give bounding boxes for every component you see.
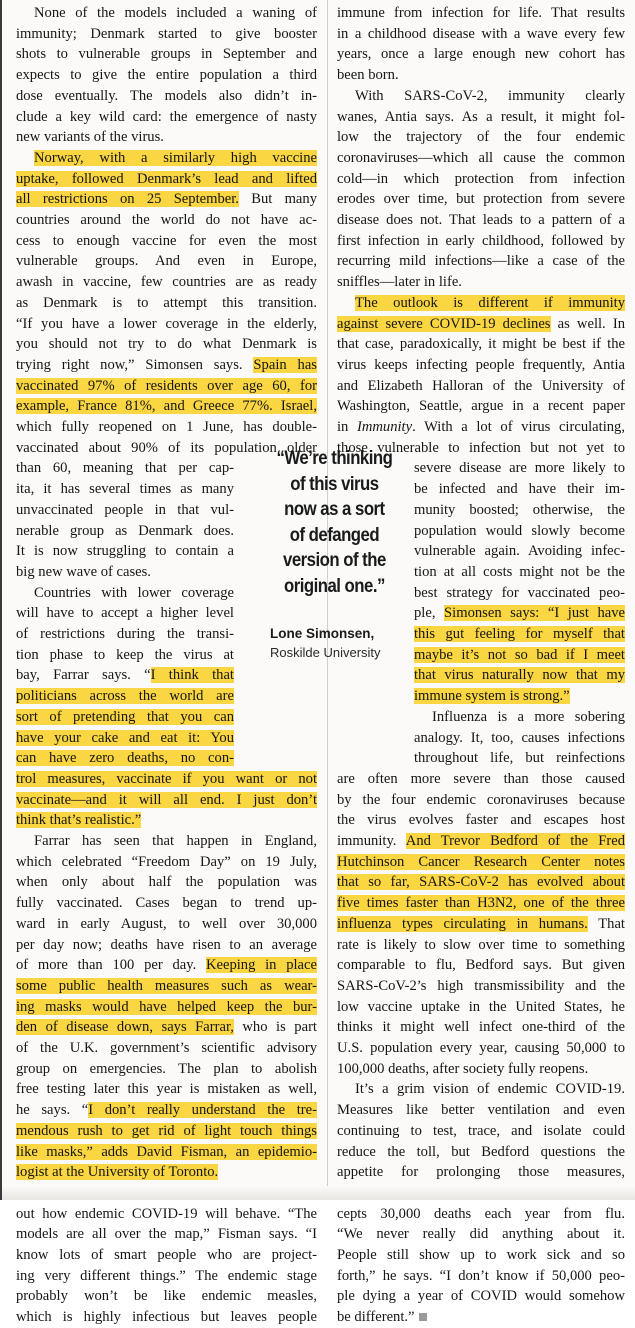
text-run: in a childhood disease with a wave every few xyxy=(337,25,625,42)
text-run: SARS-CoV-2’s high transmissibility and the xyxy=(337,977,625,994)
text-run: be different.” xyxy=(337,1309,415,1326)
pull-quote-line: of this virus xyxy=(290,472,379,495)
right-text-line xyxy=(337,1121,625,1142)
text-run: free testing later this year is mistaken as well, xyxy=(16,1081,317,1098)
left-text-line xyxy=(16,334,317,355)
right-text-line xyxy=(414,583,625,604)
left-text-line xyxy=(16,314,317,335)
highlighted-text: I don’t really understand the tre- xyxy=(88,1102,317,1119)
text-run: in xyxy=(337,419,357,435)
right-text-line xyxy=(337,24,625,45)
highlighted-text: logist at the University of Toronto. xyxy=(16,1164,219,1181)
text-run: bay, Farrar says. “ xyxy=(16,667,151,684)
text-run: That xyxy=(587,915,625,932)
right-text-line xyxy=(337,417,625,438)
right-text-line xyxy=(337,169,625,190)
highlighted-text: Spain has xyxy=(253,356,317,373)
right-text-line xyxy=(414,479,625,500)
text-run: shots to vulnerable groups in September and xyxy=(16,46,317,63)
text-run: years, once a large enough new cohort has xyxy=(337,46,625,63)
left-text-line xyxy=(16,1286,317,1307)
highlighted-text: maybe it’s not so bad if I meet xyxy=(414,646,625,663)
right-text-line xyxy=(337,831,625,852)
text-run: Immunity xyxy=(356,419,413,435)
highlighted-text: ing masks would have helped keep the bur- xyxy=(16,998,317,1015)
right-text-line xyxy=(337,1245,625,1266)
highlighted-text: that virus naturally now that my xyxy=(414,667,625,684)
text-run: Washington, Seattle, argue in a recent paper xyxy=(337,398,625,415)
text-run: disease does not. That leads to a pattern of a xyxy=(337,212,625,228)
text-run: Countries with lower coverage xyxy=(34,584,234,601)
text-run: immunity; Denmark started to give booster xyxy=(16,25,317,42)
right-text-line xyxy=(337,997,625,1018)
left-text-line xyxy=(16,1017,317,1038)
text-run: It’s a grim vision of endemic COVID-19. xyxy=(355,1081,625,1098)
text-run: are often more severe than those caused xyxy=(337,770,625,787)
left-text-line xyxy=(16,603,234,624)
text-run: It is now struggling to contain a xyxy=(16,543,234,560)
text-run: he says. “ xyxy=(16,1102,89,1119)
text-run: erodes over time, but protection from severe xyxy=(337,191,625,208)
highlighted-text: vaccinated 97% of residents over age 60, for xyxy=(16,377,317,394)
text-run: of restrictions during the transi- xyxy=(16,626,234,642)
pull-quote-attribution-name: Lone Simonsen, xyxy=(270,626,375,641)
left-text-line xyxy=(16,169,317,190)
text-run: vulnerable again. Avoiding infec- xyxy=(414,543,625,560)
right-text-line xyxy=(337,148,625,169)
highlighted-text: trol measures, vaccinate if you want or not xyxy=(16,770,317,787)
text-run: tion phase to keep the virus at xyxy=(16,646,234,663)
right-text-line xyxy=(337,893,625,914)
text-run: coronaviruses—which all cause the common xyxy=(337,149,625,166)
text-run: trying right now,” Simonsen says. xyxy=(16,356,254,373)
right-text-line xyxy=(337,251,625,272)
text-run: U.S. population every year, causing 50,000 to xyxy=(337,1040,625,1056)
left-text-line xyxy=(34,831,317,852)
left-text-line xyxy=(16,1079,317,1100)
text-run: that case, paradoxically, it might be best if the xyxy=(337,336,625,353)
left-text-line xyxy=(16,728,234,749)
left-text-line xyxy=(34,148,317,169)
highlighted-text: that so far, SARS-CoV-2 has evolved about xyxy=(337,874,625,891)
right-text-line xyxy=(337,1059,625,1080)
highlighted-text: all restrictions on 25 September. xyxy=(16,191,239,208)
right-text-line xyxy=(337,189,625,210)
left-text-line xyxy=(16,769,317,790)
text-run: than 60, meaning that per cap- xyxy=(16,460,234,477)
text-run: countries around the world do not have ac- xyxy=(16,212,317,228)
text-run: thinks it might well infect one-third of the xyxy=(337,1019,625,1036)
text-run: models are all over the map,” Fisman says. “I xyxy=(16,1226,317,1243)
pull-quote-line: original one.” xyxy=(283,574,385,597)
left-text-line xyxy=(16,521,234,542)
left-text-line xyxy=(16,893,317,914)
right-text-line xyxy=(355,1079,625,1100)
text-run: who is part xyxy=(233,1019,317,1036)
left-text-line xyxy=(16,872,317,893)
left-text-line xyxy=(16,686,234,707)
right-text-line xyxy=(355,86,625,107)
right-text-line xyxy=(337,790,625,811)
text-run: immunity. xyxy=(337,833,406,849)
text-run: severe disease are more likely to xyxy=(414,460,625,477)
text-run: big new wave of cases. xyxy=(16,563,151,580)
left-text-line xyxy=(16,852,317,873)
right-text-line xyxy=(414,603,625,624)
text-run: 100,000 deaths, after society fully reopens. xyxy=(337,1060,589,1077)
highlighted-text: politicians across the world are xyxy=(16,688,234,705)
right-text-line xyxy=(337,1307,625,1328)
highlighted-text: I think that xyxy=(150,667,234,684)
highlighted-text: den of disease down, says Farrar, xyxy=(16,1019,234,1036)
highlighted-text: this gut feeling for myself that xyxy=(414,626,625,642)
text-run: best strategy for vaccinated peo- xyxy=(414,584,625,601)
text-run: continuing to test, trace, and isolate could xyxy=(337,1122,625,1139)
highlighted-text: Simonsen says: “I just have xyxy=(444,605,625,622)
left-text-line xyxy=(16,665,234,686)
left-text-line xyxy=(16,231,317,252)
left-text-line xyxy=(16,1245,317,1266)
text-run: analogy. It, too, causes infections xyxy=(414,729,625,746)
text-run: unvaccinated people in that vul- xyxy=(16,501,234,518)
left-text-line xyxy=(16,810,317,831)
right-text-line xyxy=(337,376,625,397)
text-run: as well. In xyxy=(550,315,625,332)
text-run: which celebrated “Freedom Day” on 19 July, xyxy=(16,853,317,870)
text-run: appetite for prolonging those measures, xyxy=(337,1164,625,1181)
text-run: awash in vaccine, few countries are as ready xyxy=(16,274,317,291)
right-text-line xyxy=(337,976,625,997)
end-mark-icon xyxy=(419,1313,427,1321)
left-text-line xyxy=(16,272,317,293)
left-text-line xyxy=(16,24,317,45)
text-run: will have to accept a higher level xyxy=(16,605,234,622)
text-run: forth,” he says. “I don’t know if 50,000 peo- xyxy=(337,1267,625,1284)
right-text-line xyxy=(414,500,625,521)
text-run: of more than 100 per day. xyxy=(16,957,206,974)
left-text-line xyxy=(34,3,317,24)
left-text-line xyxy=(16,500,234,521)
highlighted-text: Hutchinson Cancer Research Center notes xyxy=(337,853,625,870)
text-run: probably won’t be like endemic measles, xyxy=(16,1288,317,1305)
left-text-line xyxy=(16,65,317,86)
left-text-line xyxy=(16,707,234,728)
text-run: which fully reopened on 1 June, has double- xyxy=(16,419,317,435)
text-run: Influenza is a more sobering xyxy=(432,708,625,725)
right-text-line xyxy=(337,1266,625,1287)
right-text-line xyxy=(337,1017,625,1038)
text-run: Measures like better ventilation and even xyxy=(337,1102,625,1119)
right-text-line xyxy=(414,686,625,707)
left-text-line xyxy=(16,86,317,107)
right-text-line xyxy=(337,935,625,956)
text-run: and Elizabeth Halloran of the University of xyxy=(337,377,625,394)
page-bottom-edge xyxy=(2,1186,635,1200)
pull-quote-line: of defanged xyxy=(289,523,380,546)
left-text-line xyxy=(34,583,234,604)
left-text-line xyxy=(16,1038,317,1059)
text-run: per day now; deaths have risen to an average xyxy=(16,936,317,953)
right-text-line xyxy=(337,1286,625,1307)
left-text-line xyxy=(16,479,234,500)
right-text-line xyxy=(337,355,625,376)
right-text-line xyxy=(337,314,625,335)
left-text-line xyxy=(16,935,317,956)
text-run: out how endemic COVID-19 will behave. “The xyxy=(16,1205,317,1222)
text-run: know lots of smart people who are project- xyxy=(16,1247,317,1263)
highlighted-text: vaccinate—and it will all end. I just don’t xyxy=(16,791,317,808)
text-run: as Denmark is to attempt this transition. xyxy=(16,294,317,311)
left-text-line xyxy=(16,293,317,314)
text-run: ple, xyxy=(414,605,445,622)
text-run: cess to enough vaccine for even the most xyxy=(16,232,317,249)
text-run: But many xyxy=(238,191,317,208)
right-text-line xyxy=(414,665,625,686)
right-text-line xyxy=(337,44,625,65)
text-run: be infected and have their im- xyxy=(414,481,625,498)
right-text-line xyxy=(414,645,625,666)
highlighted-text: can have zero deaths, no con- xyxy=(16,750,234,767)
highlighted-text: mendous rush to get rid of light touch things xyxy=(16,1122,317,1139)
left-text-line xyxy=(16,541,234,562)
text-run: cold—in which protection from infection xyxy=(337,170,625,187)
text-run: vulnerable groups. And even in Europe, xyxy=(16,253,317,270)
text-run: you should not try to do what Denmark is xyxy=(16,336,317,353)
text-run: virus keeps infecting people frequently, Antia xyxy=(337,356,625,373)
text-run: ita, it has several times as many xyxy=(16,481,234,498)
right-text-line xyxy=(337,107,625,128)
text-run: throughout life, but reinfections xyxy=(414,750,625,767)
left-text-line xyxy=(16,355,317,376)
left-text-line xyxy=(16,1162,317,1183)
left-text-line xyxy=(16,790,317,811)
text-run: fully vaccinated. Cases began to trend up- xyxy=(16,895,317,912)
text-run: clude a key wild card: the emergence of nasty xyxy=(16,108,317,125)
left-text-line xyxy=(16,955,317,976)
left-text-line xyxy=(16,458,234,479)
right-text-line xyxy=(337,852,625,873)
right-text-line xyxy=(337,210,625,231)
text-run: first infection in early childhood, followed by xyxy=(337,232,625,249)
left-text-line xyxy=(16,645,234,666)
left-text-line xyxy=(16,1059,317,1080)
text-run: low the trajectory of the four endemic xyxy=(337,129,625,146)
text-run: nerable group as Denmark does. xyxy=(16,522,234,539)
text-run: group on emergencies. The plan to abolish xyxy=(16,1060,317,1077)
highlighted-text: Norway, with a similarly high vaccine xyxy=(34,149,317,166)
left-text-line xyxy=(16,189,317,210)
left-text-line xyxy=(16,376,317,397)
text-run: new variants of the virus. xyxy=(16,129,164,146)
left-text-line xyxy=(16,107,317,128)
right-text-line xyxy=(337,1142,625,1163)
left-text-line xyxy=(16,624,234,645)
highlighted-text: influenza types circulating in humans. xyxy=(337,915,588,932)
text-run: of the U.K. government’s scientific advisory xyxy=(16,1040,317,1056)
left-text-line xyxy=(16,417,317,438)
text-run: low vaccine uptake in the United States, he xyxy=(337,998,625,1015)
pull-quote-line: “We’re thinking xyxy=(276,447,393,469)
left-text-line xyxy=(16,997,317,1018)
left-text-line xyxy=(16,210,317,231)
text-run: sniffles—later in life. xyxy=(337,274,462,291)
left-text-line xyxy=(16,1307,317,1328)
right-text-line xyxy=(337,231,625,252)
left-text-line xyxy=(16,44,317,65)
highlighted-text: some public health measures such as wear- xyxy=(16,977,317,994)
right-text-line xyxy=(414,624,625,645)
text-run: when only about half the population was xyxy=(16,874,317,891)
right-text-line xyxy=(337,872,625,893)
left-text-line xyxy=(16,1121,317,1142)
text-run: those vulnerable to infection but not yet to xyxy=(337,439,625,456)
text-run: munity boosted; otherwise, the xyxy=(414,501,625,518)
text-run: which is highly infectious but leaves people xyxy=(16,1309,317,1326)
text-run: been born. xyxy=(337,67,399,84)
right-text-line xyxy=(337,1038,625,1059)
text-run: “If you have a lower coverage in the elderly, xyxy=(16,315,317,332)
highlighted-text: have your cake and eat it: You xyxy=(16,729,234,746)
text-run: rate is likely to slow over time to something xyxy=(337,936,625,953)
right-text-line xyxy=(337,1224,625,1245)
text-run: ple dying a year of COVID would somehow xyxy=(337,1288,625,1305)
right-text-line xyxy=(337,396,625,417)
text-run: population would slowly become xyxy=(414,522,625,539)
left-text-line xyxy=(16,396,317,417)
highlighted-text: against severe COVID-19 declines xyxy=(337,315,551,332)
highlighted-text: like masks,” adds David Fisman, an epidemio- xyxy=(16,1143,317,1160)
highlighted-text: sort of pretending that you can xyxy=(16,708,234,725)
right-text-line xyxy=(337,127,625,148)
highlighted-text: think that’s realistic.” xyxy=(16,812,142,829)
highlighted-text: And Trevor Bedford of the Fred xyxy=(405,833,625,849)
left-text-line xyxy=(16,562,234,583)
right-text-line xyxy=(414,748,625,769)
highlighted-text: immune system is strong.” xyxy=(414,688,570,705)
right-text-line xyxy=(337,1100,625,1121)
text-run: the virus evolves faster and escapes host xyxy=(337,812,625,829)
text-run: reduce the toll, but Bedford questions the xyxy=(337,1143,625,1160)
right-text-line xyxy=(414,541,625,562)
left-text-line xyxy=(16,1142,317,1163)
pull-quote-line: version of the xyxy=(283,549,386,572)
right-text-line xyxy=(414,728,625,749)
column-divider xyxy=(327,0,328,1200)
text-run: dose eventually. The models also didn’t in- xyxy=(16,87,317,104)
text-run: expects to give the entire population a third xyxy=(16,67,317,84)
left-text-line xyxy=(16,976,317,997)
right-text-line xyxy=(337,3,625,24)
right-text-line xyxy=(337,1204,625,1225)
text-run: People still show up to work sick and so xyxy=(337,1247,625,1263)
text-run: immune from infection for life. That results xyxy=(337,5,625,21)
highlighted-text: five times faster than H3N2, one of the three xyxy=(337,895,625,912)
left-text-line xyxy=(16,748,234,769)
text-run: ing very different things.” The endemic stage xyxy=(16,1267,317,1284)
right-text-line xyxy=(355,293,625,314)
right-text-line xyxy=(337,769,625,790)
left-text-line xyxy=(16,127,317,148)
right-text-line xyxy=(337,272,625,293)
text-run: wanes, Antia says. As a result, it might fol- xyxy=(337,108,625,125)
left-text-line xyxy=(16,1266,317,1287)
left-text-line xyxy=(16,1100,317,1121)
text-run: “We never really did anything about it. xyxy=(337,1226,625,1243)
right-text-line xyxy=(337,810,625,831)
text-run: Farrar has seen that happen in England, xyxy=(34,833,317,849)
left-text-line xyxy=(16,914,317,935)
right-text-line xyxy=(337,914,625,935)
text-run: ward in early August, to well over 30,000 xyxy=(16,915,317,932)
right-text-line xyxy=(414,562,625,583)
text-run: by the four endemic coronaviruses because xyxy=(337,791,625,808)
right-text-line xyxy=(337,1162,625,1183)
text-run: tion at all costs might not be the xyxy=(414,563,625,580)
right-text-line xyxy=(414,458,625,479)
right-text-line xyxy=(414,521,625,542)
pull-quote xyxy=(257,446,412,600)
highlighted-text: example, France 81%, and Greece 77%. Israel, xyxy=(16,398,317,415)
left-text-line xyxy=(16,1224,317,1245)
text-run: comparable to flu, Bedford says. But given xyxy=(337,957,625,974)
left-text-line xyxy=(16,251,317,272)
text-run: . With a lot of virus circulating, xyxy=(412,419,626,435)
right-text-line xyxy=(432,707,625,728)
right-text-line xyxy=(337,334,625,355)
highlighted-text: uptake, followed Denmark’s lead and lifted xyxy=(16,170,317,187)
text-run: With SARS-CoV-2, immunity clearly xyxy=(355,87,625,104)
highlighted-text: The outlook is different if immunity xyxy=(355,294,625,311)
text-run: None of the models included a waning of xyxy=(34,5,317,21)
pull-quote-attribution-affiliation: Roskilde University xyxy=(270,645,381,660)
right-text-line xyxy=(337,65,625,86)
text-run: cepts 30,000 deaths each year from flu. xyxy=(337,1205,625,1222)
text-run: recurring mild infections—like a case of the xyxy=(337,253,625,270)
right-text-line xyxy=(337,955,625,976)
pull-quote-line: now as a sort xyxy=(284,498,385,521)
text-run: vaccinated about 90% of its population older xyxy=(16,439,317,456)
left-text-line xyxy=(16,1204,317,1225)
highlighted-text: Keeping in place xyxy=(205,957,317,974)
